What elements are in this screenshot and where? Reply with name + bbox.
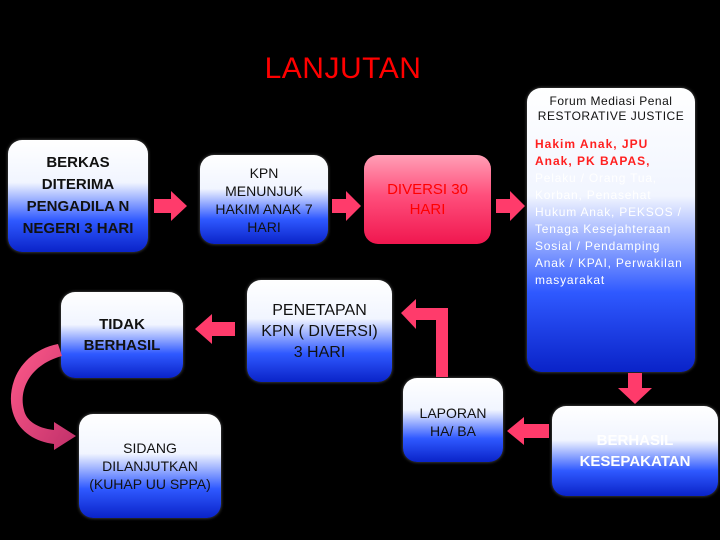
- diversi-text: DIVERSI 30 HARI: [387, 180, 468, 218]
- forum-participants: Pelaku / Orang Tua, Korban, Penasehat Hukum Anak, PEKSOS / Tenaga Kesejahteraan Sosial / Pendamping Anak / KPAI, Perwakilan masyarakat: [535, 171, 683, 287]
- arrow-diversi-to-forum: [496, 190, 526, 222]
- berhasil-text: BERHASIL KESEPAKATAN: [579, 432, 691, 470]
- arrow-kpn-to-diversi: [332, 190, 362, 222]
- berkas-box: [8, 140, 148, 252]
- diversi-box: [364, 155, 491, 244]
- sidang-box: [79, 414, 221, 518]
- forum-header: Forum Mediasi Penal RESTORATIVE JUSTICE: [537, 94, 685, 123]
- arrow-penetapan-to-tidak: [194, 313, 236, 345]
- arrow-forum-to-berhasil: [617, 373, 653, 405]
- penetapan-box: [247, 280, 392, 382]
- arrow-laporan-to-penetapan: [400, 298, 452, 378]
- penetapan-text: PENETAPAN KPN ( DIVERSI) 3 HARI: [261, 301, 378, 361]
- berkas-text: BERKAS DITERIMA PENGADILA N NEGERI 3 HARI: [22, 154, 134, 237]
- arrow-berhasil-to-laporan: [506, 416, 550, 446]
- arrow-tidak-to-sidang: [0, 340, 80, 450]
- kpn-box: [200, 155, 328, 244]
- forum-participants-red: Hakim Anak, JPU Anak, PK BAPAS,: [535, 137, 651, 168]
- page-title: LANJUTAN: [264, 52, 422, 85]
- kpn-text: KPN MENUNJUK HAKIM ANAK 7 HARI: [215, 164, 313, 235]
- forum-mediasi-box: [527, 88, 695, 372]
- laporan-box: [403, 378, 503, 462]
- laporan-text: LAPORAN HA/ BA: [419, 405, 487, 439]
- arrow-berkas-to-kpn: [154, 190, 188, 222]
- berhasil-box: [552, 406, 718, 496]
- tidak-berhasil-text: TIDAK BERHASIL: [83, 316, 161, 354]
- sidang-text: SIDANG DILANJUTKAN (KUHAP UU SPPA): [89, 440, 211, 492]
